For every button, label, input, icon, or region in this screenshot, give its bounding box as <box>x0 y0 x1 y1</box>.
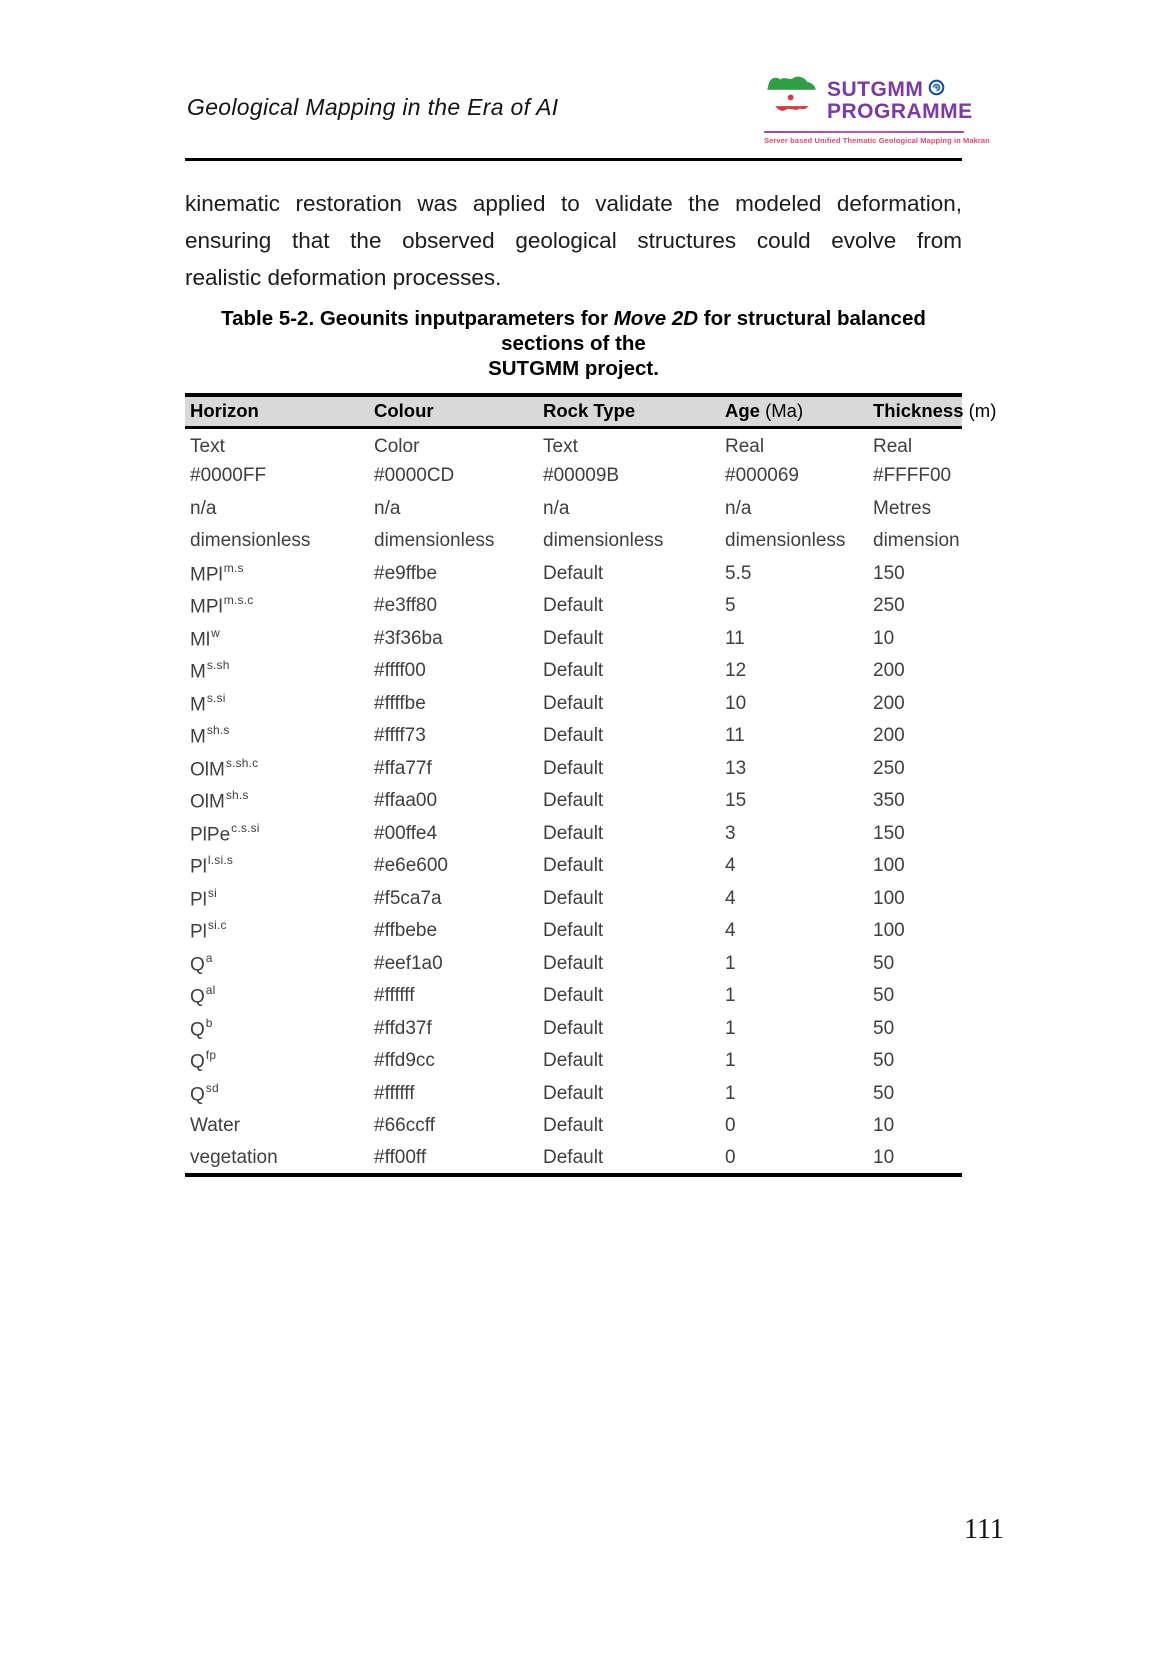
rock-type-cell: Text <box>543 435 578 457</box>
rock-type-cell: Default <box>543 1146 604 1168</box>
rock-type-cell: n/a <box>543 497 570 519</box>
rock-type-cell: Default <box>543 985 604 1007</box>
colour-cell: dimensionless <box>374 530 495 552</box>
thickness-cell: Metres <box>873 497 932 519</box>
rock-type-cell: Default <box>543 855 604 877</box>
colour-cell: #ffffff <box>374 1082 415 1104</box>
column-header-rock-type: Rock Type <box>538 395 720 428</box>
horizon-superscript: s.sh <box>206 658 230 673</box>
colour-cell: n/a <box>374 497 401 519</box>
table-row <box>185 753 962 786</box>
rock-type-cell: Default <box>543 790 604 812</box>
thickness-cell: 200 <box>873 725 905 747</box>
horizon-superscript: c.s.si <box>231 820 260 835</box>
caption-suffix: for structural balanced sections of the <box>501 307 926 355</box>
table-row <box>185 948 962 981</box>
table-caption-line1 <box>185 306 962 356</box>
table-caption <box>185 306 962 381</box>
horizon-superscript: w <box>211 625 220 640</box>
horizon-cell: Water <box>190 1115 240 1137</box>
age-cell: 0 <box>725 1146 736 1168</box>
horizon-superscript: m.s <box>223 560 244 575</box>
horizon-superscript: sh.s <box>206 723 230 738</box>
table-row <box>185 655 962 688</box>
thickness-cell: 350 <box>873 790 905 812</box>
sutgmm-logo <box>764 72 990 145</box>
page-content <box>185 0 997 1177</box>
horizon-superscript: s.si <box>206 690 226 705</box>
horizon-superscript: l.si.s <box>207 853 234 868</box>
horizon-superscript: sh.s <box>225 788 249 803</box>
thickness-cell: #FFFF00 <box>873 465 952 487</box>
colour-cell: #e9ffbe <box>374 562 438 584</box>
thickness-cell: 150 <box>873 562 905 584</box>
running-header-title: Geological Mapping in the Era of AI <box>187 94 559 120</box>
horizon-superscript: b <box>205 1015 213 1030</box>
paragraph-line: realistic deformation processes. <box>185 265 502 290</box>
horizon-cell: MPl$^{m.s.c}$ <box>190 593 254 618</box>
rock-type-cell: Default <box>543 887 604 909</box>
logo-name-text: SUTGMM <box>827 77 924 101</box>
rock-type-cell: Default <box>543 562 604 584</box>
table-row <box>185 1045 962 1078</box>
table-row <box>185 1110 962 1143</box>
rock-type-cell: Default <box>543 1115 604 1137</box>
table-row <box>185 915 962 948</box>
horizon-cell: OlM$^{s.sh.c}$ <box>190 755 259 780</box>
logo-top-row <box>764 72 973 129</box>
horizon-cell: $Q^a$ <box>190 950 213 975</box>
logo-tagline: Server based Unified Thematic Geological Mapping in Makran <box>764 136 990 145</box>
colour-cell: #ffffff <box>374 985 415 1007</box>
thickness-cell: 100 <box>873 920 905 942</box>
horizon-cell: vegetation <box>190 1146 278 1168</box>
table-row <box>185 493 962 526</box>
horizon-cell: MPl$^{m.s}$ <box>190 560 244 585</box>
table-row <box>185 623 962 656</box>
rock-type-cell: Default <box>543 1050 604 1072</box>
colour-cell: #ffff00 <box>374 660 426 682</box>
horizon-cell: dimensionless <box>190 530 311 552</box>
rock-type-cell: Default <box>543 627 604 649</box>
horizon-cell: OlM$^{sh.s}$ <box>190 788 249 813</box>
table-body <box>185 428 962 1176</box>
thickness-cell: 50 <box>873 952 895 974</box>
horizon-superscript: s.sh.c <box>225 755 259 770</box>
logo-underline <box>764 131 964 133</box>
paragraph-line: ensuring that the observed geological structures could evolve from <box>185 228 962 253</box>
thickness-cell: 150 <box>873 822 905 844</box>
thickness-cell: 50 <box>873 985 895 1007</box>
table-row <box>185 818 962 851</box>
age-cell: 12 <box>725 660 747 682</box>
table-row <box>185 720 962 753</box>
table-row <box>185 688 962 721</box>
thickness-cell: 100 <box>873 855 905 877</box>
colour-cell: #ffaa00 <box>374 790 438 812</box>
colour-cell: #ffd37f <box>374 1017 432 1039</box>
table-row <box>185 850 962 883</box>
thickness-cell: 50 <box>873 1082 895 1104</box>
rock-type-cell: #00009B <box>543 465 620 487</box>
table-row <box>185 1013 962 1046</box>
horizon-superscript: fp <box>205 1048 217 1063</box>
logo-title-line1 <box>827 79 973 101</box>
age-cell: dimensionless <box>725 530 846 552</box>
thickness-cell: 200 <box>873 660 905 682</box>
caption-prefix: Table 5-2. Geounits inputparameters for <box>221 307 614 330</box>
thickness-cell: 100 <box>873 887 905 909</box>
colour-cell: #ffa77f <box>374 757 432 779</box>
rock-type-cell: Default <box>543 660 604 682</box>
page-number: 111 <box>964 1514 1004 1545</box>
horizon-cell: $M^{s.sh}$ <box>190 658 230 683</box>
colour-cell: #ffffbe <box>374 692 426 714</box>
age-cell: Real <box>725 435 765 457</box>
age-cell: n/a <box>725 497 752 519</box>
age-cell: 1 <box>725 1017 736 1039</box>
table-row <box>185 558 962 591</box>
colour-cell: #ffff73 <box>374 725 426 747</box>
age-cell: #000069 <box>725 465 799 487</box>
age-cell: 15 <box>725 790 747 812</box>
rock-type-cell: Default <box>543 595 604 617</box>
colour-cell: Color <box>374 435 420 457</box>
body-paragraph <box>185 185 962 296</box>
paragraph-line: kinematic restoration was applied to validate the modeled deformation, <box>185 191 962 216</box>
colour-cell: #ffbebe <box>374 920 438 942</box>
thickness-cell: 10 <box>873 1146 895 1168</box>
thickness-cell: 50 <box>873 1050 895 1072</box>
thickness-cell: 10 <box>873 627 895 649</box>
age-cell: 5.5 <box>725 562 752 584</box>
horizon-cell: $M^{sh.s}$ <box>190 723 230 748</box>
iran-map-flag-icon <box>764 72 822 129</box>
logo-title-line2: PROGRAMME <box>827 99 973 123</box>
horizon-cell: $Pl^{l.si.s}$ <box>190 853 234 878</box>
caption-software-name: Move 2D <box>613 307 699 330</box>
horizon-cell: n/a <box>190 497 217 519</box>
horizon-cell: $Q^{sd}$ <box>190 1080 219 1105</box>
table-row <box>185 525 962 558</box>
column-header-horizon: Horizon <box>185 395 369 428</box>
table-row <box>185 785 962 818</box>
geounits-table <box>185 393 997 1177</box>
horizon-superscript: si <box>207 885 217 900</box>
horizon-cell: Text <box>190 435 225 457</box>
age-cell: 11 <box>725 725 745 747</box>
rock-type-cell: dimensionless <box>543 530 664 552</box>
age-cell: 0 <box>725 1115 736 1137</box>
rock-type-cell: Default <box>543 822 604 844</box>
colour-cell: #f5ca7a <box>374 887 442 909</box>
rock-type-cell: Default <box>543 1082 604 1104</box>
age-cell: 13 <box>725 757 747 779</box>
horizon-cell: $Q^{fp}$ <box>190 1048 217 1073</box>
age-cell: 11 <box>725 627 745 649</box>
age-cell: 4 <box>725 887 736 909</box>
colour-cell: #00ffe4 <box>374 822 438 844</box>
colour-cell: #3f36ba <box>374 627 443 649</box>
colour-cell: #ffd9cc <box>374 1050 435 1072</box>
thickness-cell: 250 <box>873 595 905 617</box>
age-cell: 4 <box>725 855 736 877</box>
horizon-cell: $Pl^{si}$ <box>190 885 217 910</box>
table-row <box>185 980 962 1013</box>
thickness-cell: Real <box>873 435 913 457</box>
rock-type-cell: Default <box>543 920 604 942</box>
table-header-row <box>185 395 962 428</box>
horizon-cell: Ml$^w$ <box>190 625 220 650</box>
page-header <box>185 0 990 158</box>
colour-cell: #0000CD <box>374 465 455 487</box>
colour-cell: #e6e600 <box>374 855 448 877</box>
thickness-cell: 50 <box>873 1017 895 1039</box>
colour-cell: #eef1a0 <box>374 952 443 974</box>
horizon-superscript: si.c <box>207 918 227 933</box>
table-row <box>185 1078 962 1111</box>
table-row <box>185 883 962 916</box>
horizon-cell: PlPe$^{c.s.si}$ <box>190 820 260 845</box>
thickness-cell: 200 <box>873 692 905 714</box>
rock-type-cell: Default <box>543 1017 604 1039</box>
column-header-thickness: Thickness (m) <box>868 395 962 428</box>
age-cell: 1 <box>725 952 736 974</box>
horizon-cell: $Pl^{si.c}$ <box>190 918 227 943</box>
colour-cell: #ff00ff <box>374 1146 427 1168</box>
rock-type-cell: Default <box>543 692 604 714</box>
thickness-cell: 10 <box>873 1115 895 1137</box>
horizon-superscript: al <box>205 983 216 998</box>
column-header-colour: Colour <box>369 395 538 428</box>
horizon-cell: $Q^{al}$ <box>190 983 216 1008</box>
age-cell: 1 <box>725 1082 736 1104</box>
age-cell: 1 <box>725 985 736 1007</box>
thickness-cell: dimension <box>873 530 960 552</box>
horizon-cell: $Q^b$ <box>190 1015 213 1040</box>
age-cell: 3 <box>725 822 736 844</box>
age-cell: 10 <box>725 692 747 714</box>
header-rule <box>185 158 962 161</box>
circular-arrows-badge-icon <box>928 79 945 101</box>
rock-type-cell: Default <box>543 952 604 974</box>
horizon-superscript: m.s.c <box>223 593 254 608</box>
colour-cell: #e3ff80 <box>374 595 438 617</box>
horizon-superscript: a <box>205 950 213 965</box>
rock-type-cell: Default <box>543 725 604 747</box>
table-row <box>185 460 962 493</box>
logo-text-block <box>827 79 973 123</box>
horizon-cell: #0000FF <box>190 465 267 487</box>
age-cell: 4 <box>725 920 736 942</box>
age-cell: 1 <box>725 1050 736 1072</box>
age-cell: 5 <box>725 595 736 617</box>
table-row <box>185 590 962 623</box>
table-caption-line2: SUTGMM project. <box>488 357 659 380</box>
horizon-cell: $M^{s.si}$ <box>190 690 226 715</box>
table-row <box>185 1143 962 1176</box>
horizon-superscript: sd <box>205 1080 219 1095</box>
column-header-age: Age (Ma) <box>720 395 868 428</box>
rock-type-cell: Default <box>543 757 604 779</box>
thickness-cell: 250 <box>873 757 905 779</box>
colour-cell: #66ccff <box>374 1115 435 1137</box>
table-row <box>185 428 962 461</box>
